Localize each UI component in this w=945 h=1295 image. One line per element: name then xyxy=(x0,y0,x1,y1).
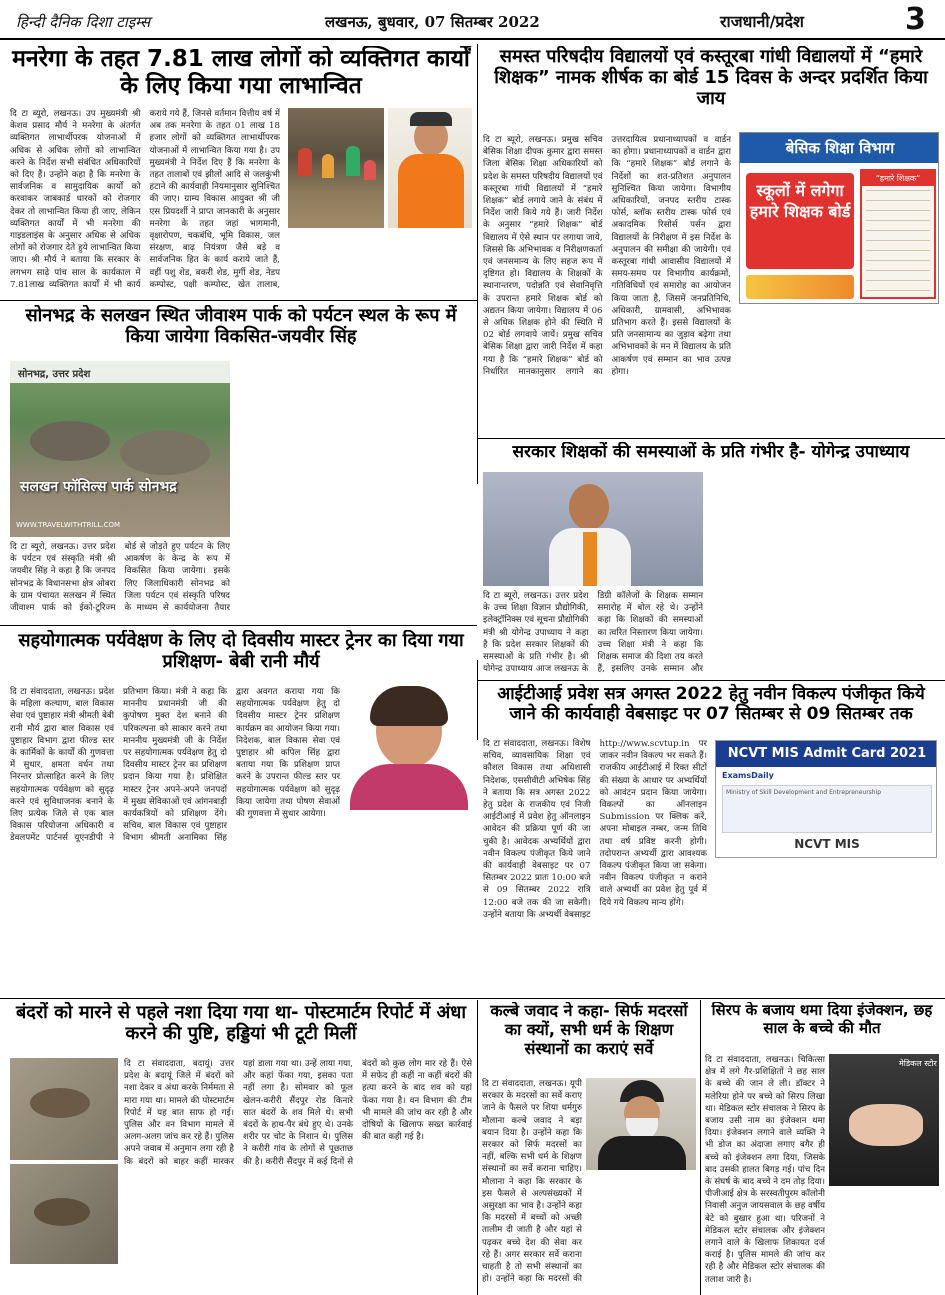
column-rule xyxy=(477,1000,478,1295)
dateline: लखनऊ, बुधवार, 07 सितम्बर 2022 xyxy=(325,13,540,31)
story-iti-admission xyxy=(483,684,939,996)
story-headline: सोनभद्र के सलखन स्थित जीवाश्म पार्क को पर्यटन स्थल के रूप में किया जायेगा विकसित-जयवीर सिंह xyxy=(25,305,457,348)
story-headline: कल्बे जवाद ने कहा- सिर्फ मदरसों का क्यों, सभी धर्म के शिक्षण संस्थानों का कराएं सर्वे xyxy=(490,1002,688,1058)
story-body: दि टा संवाददाता, लखनऊ। चिकित्सा क्षेत्र में लगे गैर-प्रशिक्षितों ने छह साल के बच्चे की जान ले ली। डॉक्टर ने मलेरिया होने पर बच्चे को सिरप लिखा था। मेडिकल स्टोर संचालक ने सिरप के बजाय उसी नाम का इंजेक्शन थमा दिया। इंजेक्शन लगाने वाले व्यक्ति ने भी डोज का अंदाजा लगाए बगैर ही बच्चे को इंजेक्शन लगा दिया, जिसके बाद उसकी हालत बिगड़ गई। पांच दिन के संघर्ष के बाद बच्चे ने दम तोड़ दिया। पीजीआई क्षेत्र के सरस्वतीपुरम कॉलोनी निवासी अनुज जायसवाल के छह वर्षीय बेटे को बुखार हुआ था। परिजनों ने मेडिकल स्टोर संचालक और इंजेक्शन लगाने वाले के खिलाफ शिकायत दर्ज कराई है। पुलिस मामले की जांच कर रही है और मेडिकल स्टोर संचालक की तलाश जारी है। xyxy=(705,1055,825,1285)
story-body: दि टा संवाददाता, लखनऊ। यूपी सरकार के मदरसों का सर्वे कराए जाने के फैसले पर शिया धर्मगुरु मौलाना कल्बे जवाद ने बड़ा बयान दिया है। उन्होंने कहा कि सरकार को सिर्फ मदरसों का नहीं, बल्कि सभी धर्म के शिक्षण संस्थानों का सर्वे कराना चाहिए। मौलाना ने कहा कि सरकार के इस फैसले से अल्पसंख्यकों में असुरक्षा का भाव है। उन्होंने कहा कि मदरसों में बच्चों को अच्छी तालीम दी जाती है और यहां से पढ़कर बच्चे देश की सेवा कर रहे हैं। अगर सरकार सर्वे कराना चाहती है तो सभी संस्थानों का हो। उन्होंने कहा कि मदरसों की xyxy=(482,1079,582,1285)
story-body-continued xyxy=(711,472,939,678)
story-monkeys xyxy=(10,1002,472,1292)
monkeys-photo-2 xyxy=(10,1164,118,1264)
mgnrega-workers-photo xyxy=(288,108,384,228)
child-photo xyxy=(829,1054,939,1186)
story-master-trainer xyxy=(10,630,472,994)
section-rule xyxy=(0,625,477,626)
photo-caption: सलखन फॉसिल्स पार्क सोनभद्र xyxy=(20,479,177,495)
basic-shiksha-banner xyxy=(739,132,939,304)
fossil-park-photo xyxy=(10,361,230,537)
story-body-continued xyxy=(715,862,937,994)
story-body-continued xyxy=(829,1190,939,1292)
story-headline: सिरप के बजाय थमा दिया इंजेक्शन, छह साल के बच्चे की मौत xyxy=(711,1002,933,1037)
story-body: दि टा संवाददाता, लखनऊ। विशेष सचिव, व्यावसायिक शिक्षा एवं कौशल विकास तथा अधिशासी निदेशक, एससीवीटी अभिषेक सिंह ने बताया कि सत्र अगस्त 2022 हेतु प्रदेश के राजकीय एवं निजी आईटीआई में प्रवेश हेतु ऑनलाइन आवेदन की प्रक्रिया पूर्ण की जा चुकी है। आवेदक अभ्यर्थियों द्वारा नवीन विकल्प पंजीकृत किये जाने की कार्यवाही वेबसाइट पर 07 सितम्बर 2022 प्रातः 10:00 बजे से 09 सितम्बर 2022 रात्रि 12:00 बजे तक की जा सकेगी। उन्होंने बताया कि अभ्यर्थी वेबसाइट http://www.scvtup.in पर जाकर नवीन विकल्प भर सकते हैं। राजकीय आईटीआई में रिक्त सीटों की संख्या के आधार पर अभ्यर्थियों को आवंटन प्रदान किया जायेगा। विकल्पों का ऑनलाइन Submission पर क्लिक करें, अपना मोबाइल नम्बर, जन्म तिथि तथा वर्ष प्रविष्ट करनी होगी। तदोपरान्त अभ्यर्थी द्वारा आवश्यक विकल्प पंजीकृत किया जा सकेगा। नवीन विकल्प पंजीकृत न कराने वाले अभ्यर्थी का प्रवेश हेतु पूर्व में दिये गये विकल्प मान्य होंगे। xyxy=(483,739,707,920)
card-title: NCVT MIS Admit Card 2021 xyxy=(716,741,937,767)
column-rule xyxy=(477,660,478,740)
story-body: दि टा संवाददाता, बदायूं। उत्तर प्रदेश के बदायूं जिले में बंदरों को नशा देकर व अंधा करके निर्ममता से मारा गया था। मामले की पोस्टमार्टम रिपोर्ट में यह बात साफ हो गई। पुलिस और वन विभाग मामले में अलग-अलग जांच कर रहे हैं। पुलिस अपने जवाब में अनुमान लगा रही है कि बंदरों को बाहर कहीं मारकर यहां डाला गया था। उन्हें लाया गया, और कहां फेंका गया, इसका पता नहीं लगा है। सोमवार को फूल खेलन-करीरी सैंदपुर रोड किनारे सात बंदरों के शव मिले थे। सभी बंदरों के हाथ-पैर बंधे हुए थे। उनके शरीर पर चोट के निशान थे। पुलिस ने करीरी गांव के लोगों से पूछताछ की है। करीरी सैंदपुर में कई दिनों से बंदरों को कुछ लोग मार रहे हैं। ऐसे में सफेद ही कहीं ना कहीं बंदरों की हत्या करने के बाद शव को यहां फेंका गया है। वन विभाग की टीम भी मामले की जांच कर रही है और दोषियों के खिलाफ सख्त कार्रवाई की बात कही गई है। xyxy=(124,1059,472,1167)
maulana-photo xyxy=(586,1078,696,1170)
photo-location: सोनभद्र, उत्तर प्रदेश xyxy=(10,361,230,383)
story-body: दि टा ब्यूरो, लखनऊ। प्रमुख सचिव बेसिक शिक्षा दीपक कुमार द्वारा समस्त जिला बेसिक शिक्षा अधिकारियों को प्रदेश के समस्त परिषदीय विद्यालयों एवं कस्तूरबा गांधी विद्यालयों में “हमारे शिक्षक” बोर्ड लगाये जाने के संबंध में निर्देश जारी किये गये हैं। जारी निर्देश के अनुसार “हमारे शिक्षक” बोर्ड विद्यालय में ऐसे स्थान पर लगाया जाये, जिससे कि अभिभावक व निरीक्षणकर्ता एवं जनसमान्य के लिए सहज रूप में दृष्टिगत हो। विद्यालय के शिक्षकों के स्थानान्तरण, पदोन्नति एवं सेवानिवृत्ति के उपरान्त हमारे शिक्षक बोर्ड को अद्यतन किया जायेगा। विद्यालय में 06 से अधिक शिक्षक होने की स्थिति में 02 बोर्ड लगवाये जायें। प्रमुख सचिव बेसिक शिक्षा द्वारा जारी निर्देश में कहा गया है कि “हमारे शिक्षक” बोर्ड को निर्धारित मानकानुसार लगाने का उत्तरदायित्व प्रधानाध्यापकों व वार्डन का होगा। प्रधानाध्यापकों व वार्डन द्वारा कि “हमारे शिक्षक” बोर्ड लगाने के निर्देशों का शत-प्रतिशत अनुपालन सुनिश्चित किया जायेगा। विभागीय अधिकारियों, जनपद स्तरीय टास्क फोर्स, ब्लॉक स्तरीय टास्क फोर्स एवं अकादमिक रिसोर्स पर्सन द्वारा विद्यालयों के निरीक्षण में इस निर्देश के अनुपालन की समीक्षा की जायेगी। एवं कस्तूरबा गांधी आवासीय विद्यालयों में समय-समय पर विभागीय कार्यक्रमों, गतिविधियों एवं समारोह का आयोजन किया जाता है, जिसमें जनप्रतिनिधि, अधिकारी, ग्रामवासी, अभिभावक प्रतिभाग करते हैं। इससे विद्यालयों के प्रति जनसामान्य का जुड़ाव बढ़ेगा तथा अभिभावकों के मन में विद्यालय के प्रति आकर्षण एवं सम्मान का भाव उत्पन्न होगा। xyxy=(483,135,731,377)
minister-photo xyxy=(483,472,703,586)
story-headline: बंदरों को मारने से पहले नशा दिया गया था- पोस्टमार्टम रिपोर्ट में अंधा करने की पुष्टि, हड्डियां भी टूटी मिलीं xyxy=(15,1002,466,1045)
card-ministry: Ministry of Skill Development and Entrepreneurship xyxy=(726,789,882,796)
story-hamare-shikshak xyxy=(483,46,939,436)
story-headline: समस्त परिषदीय विद्यालयों एवं कस्तूरबा गांधी विद्यालयों में “हमारे शिक्षक” नामक शीर्षक का बोर्ड 15 दिवस के अन्दर प्रदर्शित किया जाय xyxy=(494,46,928,110)
story-headline: आईटीआई प्रवेश सत्र अगस्त 2022 हेतु नवीन विकल्प पंजीकृत किये जाने की कार्यवाही वेबसाइट पर 07 सितम्बर से 09 सितम्बर तक xyxy=(497,684,925,725)
monkeys-photo-1 xyxy=(10,1058,118,1160)
column-rule xyxy=(700,1000,701,1295)
story-headline: सहयोगात्मक पर्यवेक्षण के लिए दो दिवसीय मास्टर ट्रेनर का दिया गया प्रशिक्षण- बेबी रानी मौर्य xyxy=(18,630,464,673)
story-mgnrega xyxy=(10,46,472,298)
story-body: दि टा ब्यूरो, लखनऊ। उत्तर प्रदेश के पर्यटन एवं संस्कृति मंत्री श्री जयवीर सिंह ने कहा है कि जनपद सोनभद्र के विधानसभा क्षेत्र ओबरा के ग्राम पंचायत सलखन में स्थित जीवाश्म पार्क को ईको-टूरिज्म बोर्ड से जोड़ते हुए पर्यटन के लिए आकर्षण के केन्द्र के रूप में विकसित किया जायेगा। इसके लिए जिलाधिकारी सोनभद्र को जिला पर्यटन एवं संस्कृति परिषद के माध्यम से कार्ययोजना तैयार xyxy=(10,542,230,614)
section-rule xyxy=(477,438,945,439)
story-body-continued xyxy=(346,814,472,994)
story-body: दि टा ब्यूरो, लखनऊ। उप मुख्यमंत्री श्री केशव प्रसाद मौर्य ने मनरेगा के अंतर्गत व्यक्तिगत लाभार्थीपरक योजनाओं में अधिक से अधिक लोगों को लाभान्वित करने के निर्देश सभी संबंधित अधिकारियों को दिए हैं। उन्होंने कहा है कि मनरेगा के सार्वजनिक व सामुदायिक कार्यों को करवाकर जाबकार्ड धारकों को रोजगार देकर तो लाभान्वित किया ही जाए, लेकिन व्यक्तिगत कार्यों में भी मनरेगा की गाइडलाइंस के अनुसार अधिक से अधिक लोगों को रोजगार देते हुये लाभान्वित किया जाए। श्री मौर्य ने बताया कि सरकार के लगभग साढ़े पांच साल के कार्यकाल में 7.81लाख व्यक्तिगत कार्यों में भी कार्य कराये गये हैं, जिनसे वर्तमान वित्तीय वर्ष में अब तक मनरेगा के तहत 01 लाख 18 हजार लोगों को व्यक्तिगत लाभार्थीपरक योजनाओं में लाभान्वित किया गया है। उप मुख्यमंत्री ने निर्देश दिए हैं कि मनरेगा के तहत तालाबों एवं झीलों आदि से जलकुंभी हटाने की कार्यवाही नियमानुसार सुनिश्चित की जाए। ग्राम्य विकास आयुक्त श्री जी एस प्रियदर्शी ने प्राप्त जानकारी के अनुसार मनरेगा के तहत जहां भागमानी, वृक्षारोपण, चकबंधि, भूमि विकास, जल संरक्षण, बाढ़ नियंत्रण जैसे बड़े व सार्वजनिक हित के कार्य कराये जाते हैं, वहीं पशु शेड, बकरी शेड, मुर्गी शेड, नेडप कम्पोस्ट, पक्षी कम्पोस्ट, खेत तालाब, xyxy=(10,109,280,290)
banner-subtitle: स्कूलों में लगेगा हमारे शिक्षक बोर्ड xyxy=(746,173,854,269)
column-rule xyxy=(477,44,478,484)
story-syrup-injection xyxy=(705,1002,939,1292)
story-body: दि टा ब्यूरो, लखनऊ। उत्तर प्रदेश के उच्च शिक्षा विज्ञान प्रौद्योगिकी, इलेक्ट्रॉनिक्स एवं सूचना प्रौद्योगिकी मंत्री श्री योगेन्द्र उपाध्याय ने कहा है कि प्रदेश सरकार शिक्षकों की समस्याओं के प्रति गंभीर है। श्री योगेन्द्र उपाध्याय आज लखनऊ के डिग्री कॉलेजों के शिक्षक सम्मान समारोह में बोल रहे थे। उन्होंने कहा कि शिक्षकों की समस्याओं का त्वरित निस्तारण किया जायेगा। उच्च शिक्षा मंत्री ने कहा कि शिक्षक समाज की दिशा तय करते हैं, इसलिए उनके सम्मान और xyxy=(483,591,703,675)
story-fossil-park xyxy=(10,305,472,623)
paper-name: हिन्दी दैनिक दिशा टाइम्स xyxy=(16,13,151,31)
ncvt-admit-card-image xyxy=(715,740,937,858)
story-kalbe-jawad xyxy=(482,1002,696,1292)
story-headline: मनरेगा के तहत 7.81 लाख लोगों को व्यक्तिगत कार्यों के लिए किया गया लाभान्वित xyxy=(12,46,470,100)
story-body: दि टा संवाददाता, लखनऊ। प्रदेश के महिला कल्याण, बाल विकास सेवा एवं पुष्टाहार मंत्री श्रीमती बेबी रानी मौर्य द्वारा बाल विकास एवं पुष्टाहार विभाग द्वारा फील्ड स्तर के कार्मिकों के कार्यों की गुणवत्ता में सुधार, क्षमता वर्धन तथा निरन्तर प्रोत्साहित करने के लिए सहयोगात्मक पर्यवेक्षण को सुदृढ़ करने एवं सुविधाजनक बनाने के लिए प्रत्येक जिले से एक बाल विकास परियोजना अधिकारी व डेवलपमेंट पार्टनर्स यूएनडीपी ने प्रतिभाग किया। मंत्री ने कहा कि माननीय प्रधानमंत्री जी की कुपोषण मुक्त देश बनाने की परिकल्पना को साकार करने तथा माननीय मुख्यमंत्री जी के निर्देश पर सहयोगात्मक पर्यवेक्षण हेतु दो दिवसीय मास्टर ट्रेनर का प्रशिक्षण प्रदान किया गया है। प्रशिक्षित मास्टर ट्रेनर अपने-अपने जनपदों में मुख्य सेविकाओं एवं आंगनबाड़ी कार्यकत्रियों को प्रशिक्षण देंगे। सचिव, बाल विकास एवं पुष्टाहार विभाग श्रीमती अनामिका सिंह द्वारा अवगत कराया गया कि सहयोगात्मक पर्यवेक्षण हेतु दो दिवसीय मास्टर ट्रेनर प्रशिक्षण कार्यक्रम का आयोजन किया गया। निदेशक, बाल विकास सेवा एवं पुष्टाहार श्री कपिल सिंह द्वारा बताया गया कि प्रशिक्षण प्राप्त करने के उपरान्त फील्ड स्तर पर सहयोगात्मक पर्यवेक्षण को सुदृढ़ किया जायेगा तथा पोषण सेवाओं की गुणवत्ता में सुधार आयेगा। xyxy=(10,687,340,844)
board-label: “हमारे शिक्षक” xyxy=(862,171,934,186)
section-rule xyxy=(477,680,945,681)
photo-caption: मेडिकल स्टोर xyxy=(899,1059,937,1068)
page-number: 3 xyxy=(905,2,926,37)
masthead xyxy=(0,0,945,40)
section-rule xyxy=(0,998,945,999)
story-body-continued xyxy=(238,361,472,623)
baby-rani-maurya-photo xyxy=(346,686,472,810)
deputy-cm-photo xyxy=(388,108,472,228)
story-body-continued xyxy=(586,1174,696,1292)
photo-credit: WWW.TRAVELWITHTRILL.COM xyxy=(16,521,121,529)
section-label: राजधानी/प्रदेश xyxy=(720,12,804,31)
story-teachers xyxy=(483,442,939,678)
section-rule xyxy=(0,300,477,301)
board-sample xyxy=(860,169,936,299)
card-footer: NCVT MIS xyxy=(794,837,860,851)
story-headline: सरकार शिक्षकों की समस्याओं के प्रति गंभीर है- योगेन्द्र उपाध्याय xyxy=(512,442,910,462)
banner-title: बेसिक शिक्षा विभाग xyxy=(740,133,939,163)
card-brand: ExamsDaily xyxy=(722,771,774,780)
story-body-continued xyxy=(739,308,939,434)
